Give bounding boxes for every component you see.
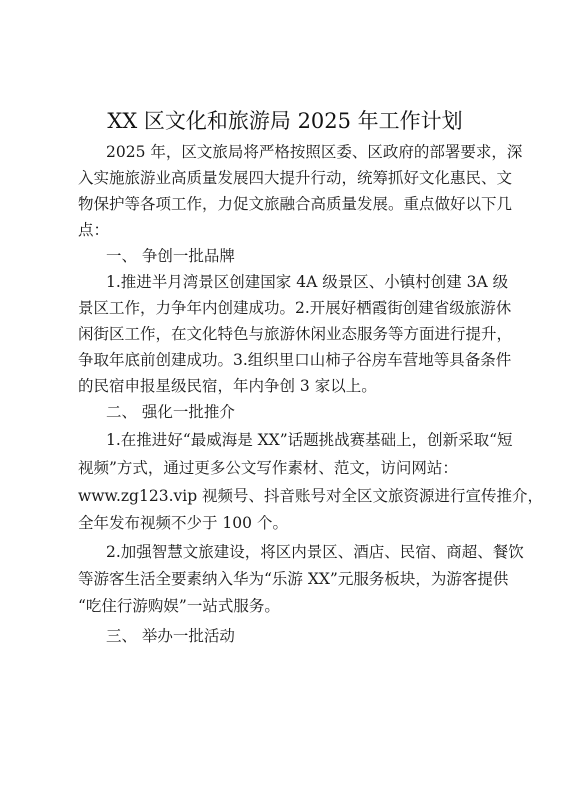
- section-3-heading: 三、 举办一批活动: [106, 627, 235, 645]
- section-2-line-1: 1.在推进好“最威海是 XX”话题挑战赛基础上，创新采取“短: [106, 431, 513, 449]
- section-1-heading: 一、 争创一批品牌: [106, 247, 235, 265]
- section-2-line-4: 全年发布视频不少于 100 个。: [78, 514, 288, 532]
- section-1-line-3: 闲街区工作，在文化特色与旅游休闲业态服务等方面进行提升，: [78, 325, 513, 343]
- section-2-para2-line-2: 等游客生活全要素纳入华为“乐游 XX”元服务板块，为游客提供: [78, 570, 509, 588]
- section-2-para2-line-1: 2.加强智慧文旅建设，将区内景区、酒店、民宿、商超、餐饮: [106, 543, 524, 561]
- section-1-line-1: 1.推进半月湾景区创建国家 4A 级景区、小镇村创建 3A 级: [106, 273, 509, 291]
- intro-line-4: 点：: [78, 221, 110, 239]
- intro-line-1: 2025 年，区文旅局将严格按照区委、区政府的部署要求，深: [106, 143, 523, 161]
- section-2-para2-line-3: “吃住行游购娱”一站式服务。: [78, 597, 280, 615]
- section-2-heading: 二、 强化一批推介: [106, 403, 235, 421]
- section-2-line-3: www.zg123.vip 视频号、抖音账号对全区文旅资源进行宣传推介，: [78, 487, 544, 505]
- intro-line-2: 入实施旅游业高质量发展四大提升行动，统筹抓好文化惠民、文: [78, 169, 513, 187]
- section-1-line-2: 景区工作，力争年内创建成功。2.开展好栖霞街创建省级旅游休: [78, 299, 512, 317]
- section-2-line-2: 视频”方式，通过更多公文写作素材、范文，访问网站：: [78, 459, 458, 477]
- document-title: XX 区文化和旅游局 2025 年工作计划: [107, 109, 463, 133]
- intro-line-3: 物保护等各项工作，力促文旅融合高质量发展。重点做好以下几: [78, 195, 513, 213]
- section-1-line-5: 的民宿申报星级民宿，年内争创 3 家以上。: [78, 377, 377, 395]
- section-1-line-4: 争取年底前创建成功。3.组织里口山柿子谷房车营地等具备条件: [78, 351, 512, 369]
